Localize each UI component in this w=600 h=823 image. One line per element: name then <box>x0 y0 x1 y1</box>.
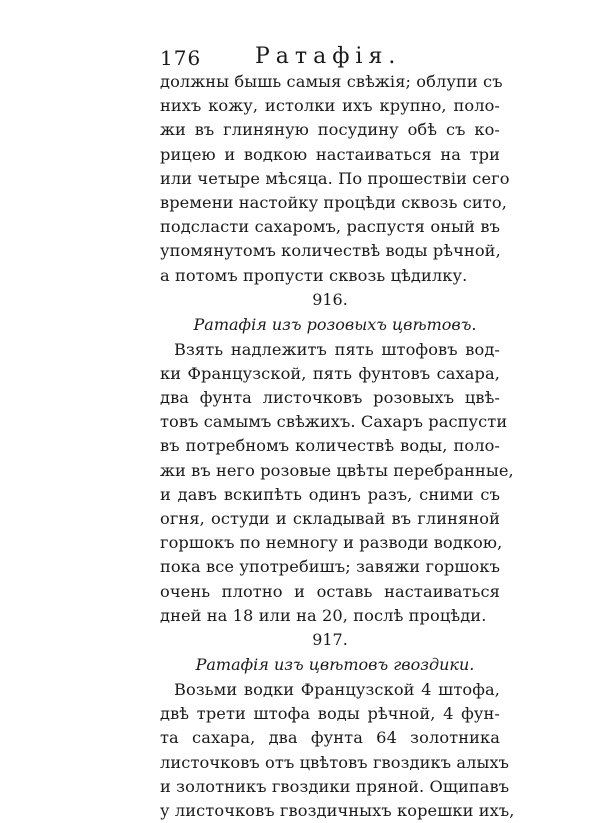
recipe-917 <box>160 628 515 823</box>
text-line: и золотникъ гвоздики пряной. Ощипавъ <box>160 776 510 796</box>
text-line: а потомъ пропусти сквозь цѣдилку. <box>160 265 468 285</box>
body-text <box>160 70 515 823</box>
text-line: два фунта листочковъ розовыхъ цвѣ- <box>160 388 500 408</box>
text-line: та сахара, два фунта 64 золотника <box>160 728 500 748</box>
text-line: должны бышь самыя свѣжія; облупи съ <box>160 72 503 91</box>
text-line: въ потребномъ количествѣ воды, поло- <box>160 436 500 456</box>
text-line: жи въ глиняную посудину обѣ съ ко- <box>160 120 500 140</box>
running-title: Ратафія. <box>255 44 402 69</box>
text-line: времени настойку процѣди сквозь сито, <box>160 192 507 212</box>
text-line: Взять надлежитъ пять штофовъ вод- <box>174 339 500 359</box>
text-line: горшокъ по немногу и разводи водкою, <box>160 533 503 553</box>
continuation-paragraph <box>160 70 510 288</box>
page-number: 176 <box>160 46 202 70</box>
recipe-number: 916. <box>312 289 348 309</box>
text-line: нихъ кожу, истолки ихъ крупно, поло- <box>160 96 500 116</box>
text-line: рицею и водкою настаиваться на три <box>160 144 500 164</box>
text-line: очень плотно и оставь настаиваться <box>160 581 500 601</box>
text-line: и давъ вскипѣть одинъ разъ, сними съ <box>160 484 500 504</box>
text-line: упомянутомъ количествѣ воды рѣчной, <box>160 241 501 261</box>
text-line: пока все употребишъ; завяжи горшокъ <box>160 557 500 577</box>
recipe-title: Ратафія изъ цвѣтовъ гвоздики. <box>195 654 475 674</box>
recipe-number: 917. <box>312 629 348 649</box>
text-line: двѣ трети штофа воды рѣчной, 4 фун- <box>160 704 500 724</box>
recipe-916 <box>160 288 514 628</box>
recipe-title: Ратафія изъ розовыхъ цвѣтовъ. <box>193 314 477 334</box>
text-line: жи въ него розовые цвѣты перебранные, <box>160 460 514 480</box>
text-line: Возьми водки Французской 4 штофа, <box>174 679 500 699</box>
text-line: огня, остуди и складывай въ глиняной <box>160 509 500 528</box>
text-line: или четыре мѣсяца. По прошествіи сего <box>160 168 510 188</box>
text-line: листочковъ отъ цвѣтовъ гвоздикъ алыхъ <box>160 752 510 772</box>
text-line: дней на 18 или на 20, послѣ процѣди. <box>160 605 487 625</box>
text-line: у листочковъ гвоздичныхъ корешки ихъ, <box>160 800 515 820</box>
text-line: ки Французской, пять фунтовъ сахара, <box>160 363 500 383</box>
page-header <box>160 42 490 72</box>
text-line: подсласти сахаромъ, распустя оный въ <box>160 217 500 237</box>
text-line: товъ самымъ свѣжихъ. Сахаръ распусти <box>160 412 508 432</box>
